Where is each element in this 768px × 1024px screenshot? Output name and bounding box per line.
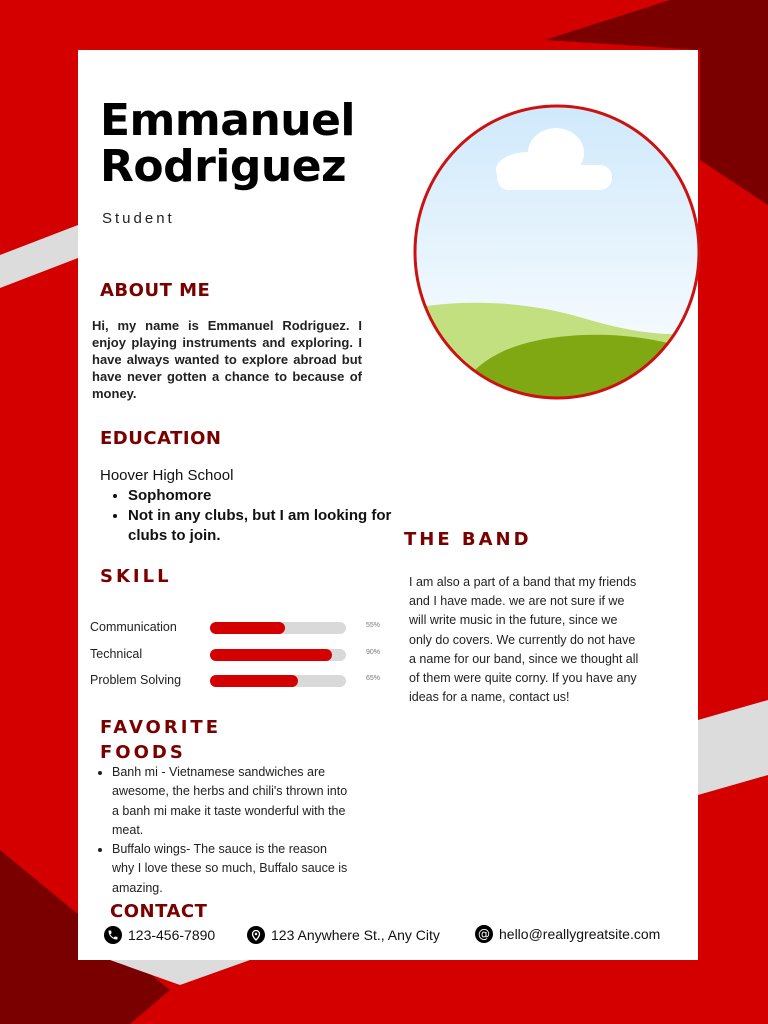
skill-title: SKILL <box>100 566 172 587</box>
education-title: EDUCATION <box>100 428 222 449</box>
contact-email[interactable] <box>475 925 660 943</box>
contact-email-text: hello@reallygreatsite.com <box>499 926 661 942</box>
skill-percent: 65% <box>366 675 381 682</box>
skill-bar-track <box>210 675 346 687</box>
foods-title-line1: FAVORITE <box>100 717 221 738</box>
about-title: ABOUT ME <box>100 280 211 301</box>
contact-phone-text: 123-456-7890 <box>128 927 216 943</box>
skill-percent: 55% <box>366 622 381 629</box>
skill-label: Problem Solving <box>90 673 182 687</box>
skill-label: Technical <box>90 647 143 661</box>
skill-bar-track <box>210 622 346 634</box>
at-sign-icon: @ <box>475 925 493 943</box>
contact-address[interactable] <box>247 926 440 944</box>
skill-row-technical <box>90 647 380 663</box>
list-item: • Not in any clubs, but I am looking for clubs to join. <box>128 506 398 546</box>
skill-bar-fill <box>210 675 298 687</box>
education-school: Hoover High School <box>100 467 234 484</box>
band-title: THE BAND <box>404 529 532 550</box>
role-title: Student <box>102 210 175 227</box>
list-item: • Banh mi - Vietnamese sandwiches are awesome, the herbs and chili's thrown into a banh mi make it taste wonderful with the meat. <box>112 763 352 840</box>
contact-phone[interactable] <box>104 926 215 944</box>
last-name: Rodriguez <box>100 141 347 192</box>
foods-title <box>100 715 221 765</box>
skill-row-communication <box>90 620 380 636</box>
skill-bar-track <box>210 649 346 661</box>
foods-title-line2: FOODS <box>100 742 186 763</box>
skill-bar-fill <box>210 622 285 634</box>
about-text: Hi, my name is Emmanuel Rodriguez. I enjoy playing instruments and exploring. I have always wanted to explore abroad but have never gotten a chance to because of money. <box>92 318 362 401</box>
contact-address-text: 123 Anywhere St., Any City <box>271 927 440 943</box>
education-list <box>100 486 398 546</box>
skill-row-problem-solving <box>90 673 380 689</box>
foods-list <box>94 763 352 898</box>
first-name: Emmanuel <box>100 95 356 146</box>
contact-title: CONTACT <box>110 901 208 922</box>
skill-bar-fill <box>210 649 332 661</box>
skill-label: Communication <box>90 620 177 634</box>
profile-photo <box>413 103 703 408</box>
list-item: • Buffalo wings- The sauce is the reason why I love these so much, Buffalo sauce is amazing. <box>112 840 352 898</box>
list-item: • Sophomore <box>128 486 398 506</box>
location-pin-icon <box>247 926 265 944</box>
band-text: I am also a part of a band that my friends and I have made. we are not sure if we will write music in the future, since we only do covers. We currently do not have a name for our band, since we thought all of them were quite corny. If you have any ideas for a name, contact us! <box>409 575 639 705</box>
full-name <box>100 95 400 192</box>
phone-icon <box>104 926 122 944</box>
resume-page <box>78 50 698 960</box>
skill-percent: 90% <box>366 649 381 656</box>
